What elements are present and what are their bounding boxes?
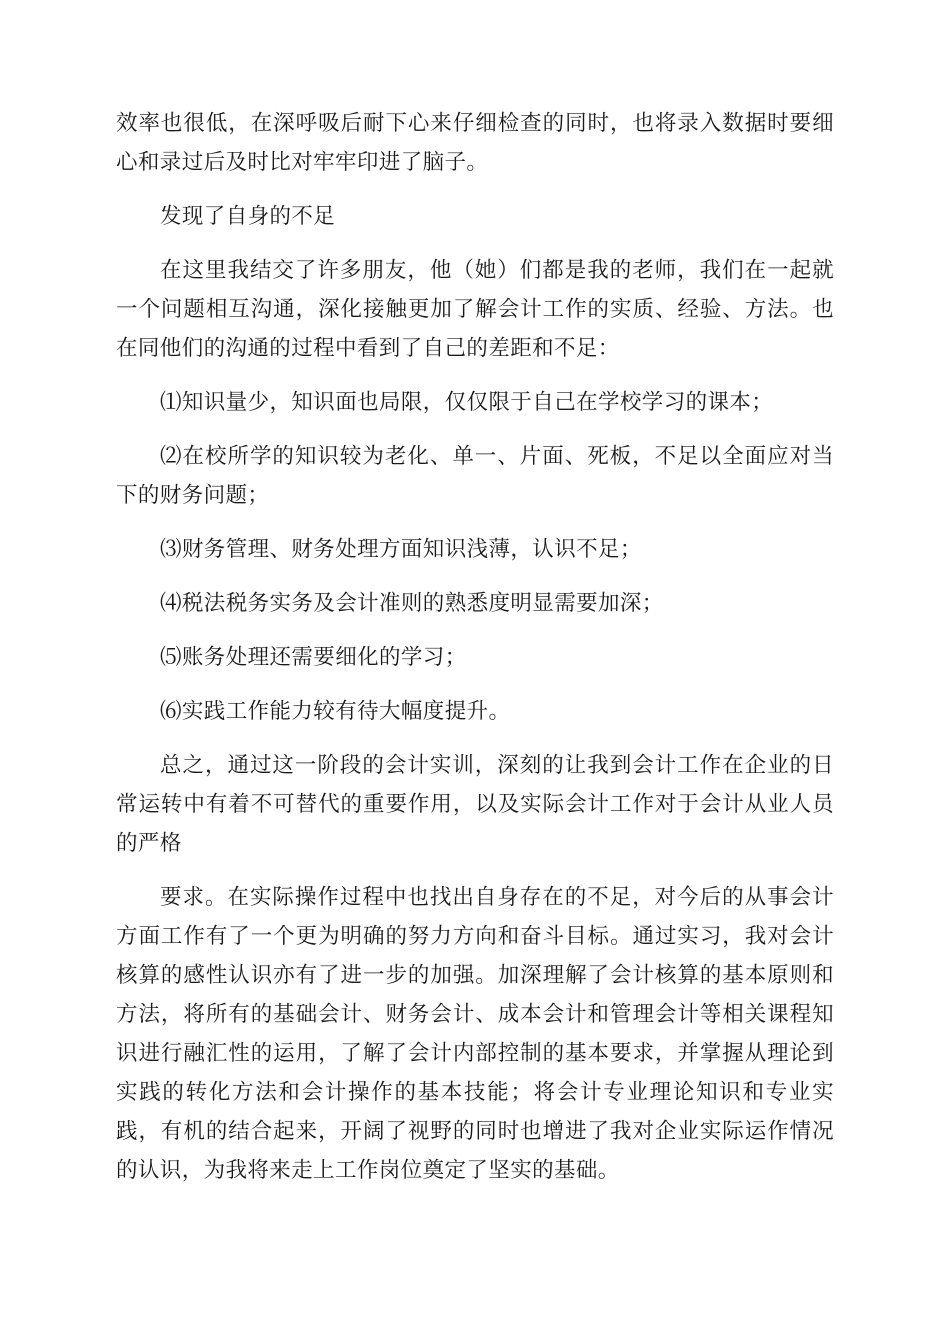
document-body bbox=[116, 104, 834, 1205]
list-item-3: ⑶财务管理、财务处理方面知识浅薄，认识不足； bbox=[160, 537, 642, 562]
paragraph-conclusion: 要求。在实际操作过程中也找出自身存在的不足，对今后的从事会计方面工作有了一个更为明确的努力方向和奋斗目标。通过实习，我对会计核算的感性认识亦有了进一步的加强。加深理解了会计核算的基本原则和方法，将所有的基础会计、财务会计、成本会计和管理会计等相关课程知识进行融汇性的运用，了解了会计内部控制的基本要求，并掌握从理论到实践的转化方法和会计操作的基本技能；将会计专业理论知识和专业实践，有机的结合起来，开阔了视野的同时也增进了我对企业实际运作情况的认识，为我将来走上工作岗位奠定了坚实的基础。 bbox=[116, 885, 834, 1183]
list-item-5: ⑸账务处理还需要细化的学习； bbox=[160, 645, 467, 670]
list-item-4: ⑷税法税务实务及会计准则的熟悉度明显需要加深； bbox=[160, 591, 664, 616]
list-item-1: ⑴知识量少，知识面也局限，仅仅限于自己在学校学习的课本； bbox=[160, 390, 774, 415]
paragraph-summary: 总之，通过这一阶段的会计实训，深刻的让我到会计工作在企业的日常运转中有着不可替代的重要作用，以及实际会计工作对于会计从业人员的严格 bbox=[116, 753, 834, 856]
paragraph-continuation: 效率也很低，在深呼吸后耐下心来仔细检查的同时，也将录入数据时要细心和录过后及时比对牢牢印进了脑子。 bbox=[116, 111, 834, 175]
paragraph-intro: 在这里我结交了许多朋友，他（她）们都是我的老师，我们在一起就一个问题相互沟通，深化接触更加了解会计工作的实质、经验、方法。也在同他们的沟通的过程中看到了自己的差距和不足： bbox=[116, 258, 834, 361]
list-item-2: ⑵在校所学的知识较为老化、单一、片面、死板，不足以全面应对当下的财务问题； bbox=[116, 444, 834, 508]
section-heading: 发现了自身的不足 bbox=[160, 204, 336, 229]
list-item-6: ⑹实践工作能力较有待大幅度提升。 bbox=[160, 699, 511, 724]
